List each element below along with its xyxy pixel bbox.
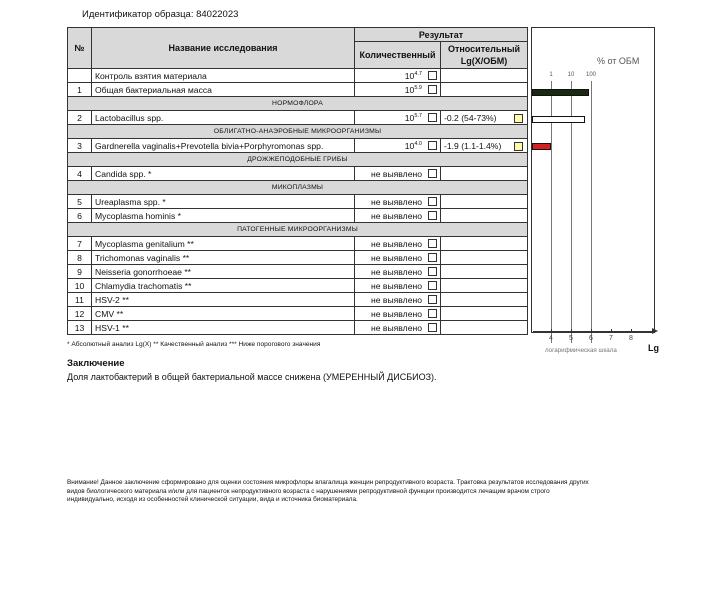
row-name: Gardnerella vaginalis+Prevotella bivia+Porphyromonas spp. [92,139,355,153]
chart-title: % от ОБМ [597,56,640,66]
section-mycoplasma: МИКОПЛАЗМЫ [68,181,528,195]
axis-tick-label: 4 [549,335,553,342]
row-qty: $10^{5.9}$ [355,83,441,97]
row-num: 12 [68,307,92,321]
section-row [68,153,528,167]
row-num: 7 [68,237,92,251]
row-num: 4 [68,167,92,181]
section-row [68,181,528,195]
table-row [68,307,528,321]
disclaimer: Внимание! Данное заключение сформировано для оценки состояния микрофлоры влагалища женщин репродуктивного возраста. Трактовка результатов исследования других видов биологического материала и/или для пациенток непродуктивного возраста с нарушениями репродуктивной функции производится лечащим врачом строго индивидуально, исходя из особенностей клинической ситуации, вида и источника биоматериала. [67,479,589,504]
row-name: Контроль взятия материала [92,69,355,83]
yellow-marker-icon [514,142,523,151]
top-tick: 1 [549,72,553,78]
table-row [68,83,528,97]
header-name: Название исследования [92,28,355,69]
checkbox-icon [428,211,437,220]
checkbox-icon [428,239,437,248]
row-num: 6 [68,209,92,223]
checkbox-icon [428,309,437,318]
row-num: 5 [68,195,92,209]
grid-line [591,81,592,343]
row-name: CMV ** [92,307,355,321]
table-row [68,167,528,181]
checkbox-icon [428,85,437,94]
section-pathogens: ПАТОГЕННЫЕ МИКРООРГАНИЗМЫ [68,223,528,237]
row-qty: не выявлено [355,209,441,223]
table-row [68,111,528,125]
table-row [68,251,528,265]
header-num: № [68,28,92,69]
row-name: Общая бактериальная масса [92,83,355,97]
row-num: 1 [68,83,92,97]
conclusion-heading: Заключение [67,358,125,369]
checkbox-icon [428,253,437,262]
row-rel: -0.2 (54-73%) [441,111,528,125]
checkbox-icon [428,281,437,290]
row-name: Trichomonas vaginalis ** [92,251,355,265]
axis-tick [591,329,592,333]
table-row [68,321,528,335]
yellow-marker-icon [514,114,523,123]
row-name: Chlamydia trachomatis ** [92,279,355,293]
row-rel: -1.9 (1.1-1.4%) [441,139,528,153]
row-qty: не выявлено [355,251,441,265]
checkbox-icon [428,141,437,150]
row-qty: не выявлено [355,321,441,335]
sample-id: Идентификатор образца: 84022023 [82,9,239,20]
top-tick: 10 [567,72,575,78]
checkbox-icon [428,169,437,178]
row-qty: $10^{5.7}$ [355,111,441,125]
row-name: HSV-1 ** [92,321,355,335]
row-qty: не выявлено [355,195,441,209]
row-qty: не выявлено [355,279,441,293]
conclusion-text: Доля лактобактерий в общей бактериальной массе снижена (УМЕРЕННЫЙ ДИСБИОЗ). [67,372,437,382]
results-table [67,27,528,335]
row-qty: не выявлено [355,265,441,279]
table-row [68,209,528,223]
row-name: Neisseria gonorrhoeae ** [92,265,355,279]
row-qty: не выявлено [355,237,441,251]
row-num: 13 [68,321,92,335]
row-num: 9 [68,265,92,279]
row-name: Mycoplasma genitalium ** [92,237,355,251]
section-row [68,223,528,237]
table-row [68,279,528,293]
header-result: Результат [355,28,528,42]
header-relative-text: Относительный Lg(X/ОБМ) [447,44,521,66]
axis-tick [611,329,612,333]
chart-bar [532,143,551,150]
row-name: Candida spp. * [92,167,355,181]
row-name: HSV-2 ** [92,293,355,307]
axis-tick [631,329,632,333]
section-row [68,125,528,139]
row-qty: $10^{4.7}$ [355,69,441,83]
axis-unit: Lg [648,343,659,353]
header-row [68,28,528,42]
table-row [68,293,528,307]
row-name: Mycoplasma hominis * [92,209,355,223]
axis-tick-label: 6 [589,335,593,342]
row-name: Lactobacillus spp. [92,111,355,125]
axis-tick-label: 7 [609,335,613,342]
row-qty: $10^{4.0}$ [355,139,441,153]
row-qty: не выявлено [355,307,441,321]
checkbox-icon [428,197,437,206]
row-num: 8 [68,251,92,265]
checkbox-icon [428,295,437,304]
footnote: * Абсолютный анализ Lg(X) ** Качественный анализ *** Ниже порогового значения [67,341,321,348]
checkbox-icon [428,267,437,276]
row-num: 10 [68,279,92,293]
row-num: 11 [68,293,92,307]
section-normoflora: НОРМОФЛОРА [68,97,528,111]
axis-tick [571,329,572,333]
table-row [68,237,528,251]
chart-bar [532,116,585,123]
scale-caption: логарифмическая шкала [545,347,617,354]
axis-tick-label: 5 [569,335,573,342]
checkbox-icon [428,71,437,80]
row-num: 2 [68,111,92,125]
section-row [68,97,528,111]
axis-tick [551,329,552,333]
log-scale-chart [531,27,663,357]
table-row [68,195,528,209]
header-relative [441,42,528,69]
row-qty: не выявлено [355,293,441,307]
row-num: 3 [68,139,92,153]
table-row [68,139,528,153]
chart-bar [532,89,589,96]
checkbox-icon [428,113,437,122]
axis-arrow-icon [652,328,658,334]
axis-tick-label: 8 [629,335,633,342]
top-tick: 100 [585,72,597,78]
row-name: Ureaplasma spp. * [92,195,355,209]
table-row [68,265,528,279]
section-yeast: ДРОЖЖЕПОДОБНЫЕ ГРИБЫ [68,153,528,167]
table-row [68,69,528,83]
header-quantitative: Количественный [355,42,441,69]
section-anaerobes: ОБЛИГАТНО-АНАЭРОБНЫЕ МИКРООРГАНИЗМЫ [68,125,528,139]
row-qty: не выявлено [355,167,441,181]
checkbox-icon [428,323,437,332]
